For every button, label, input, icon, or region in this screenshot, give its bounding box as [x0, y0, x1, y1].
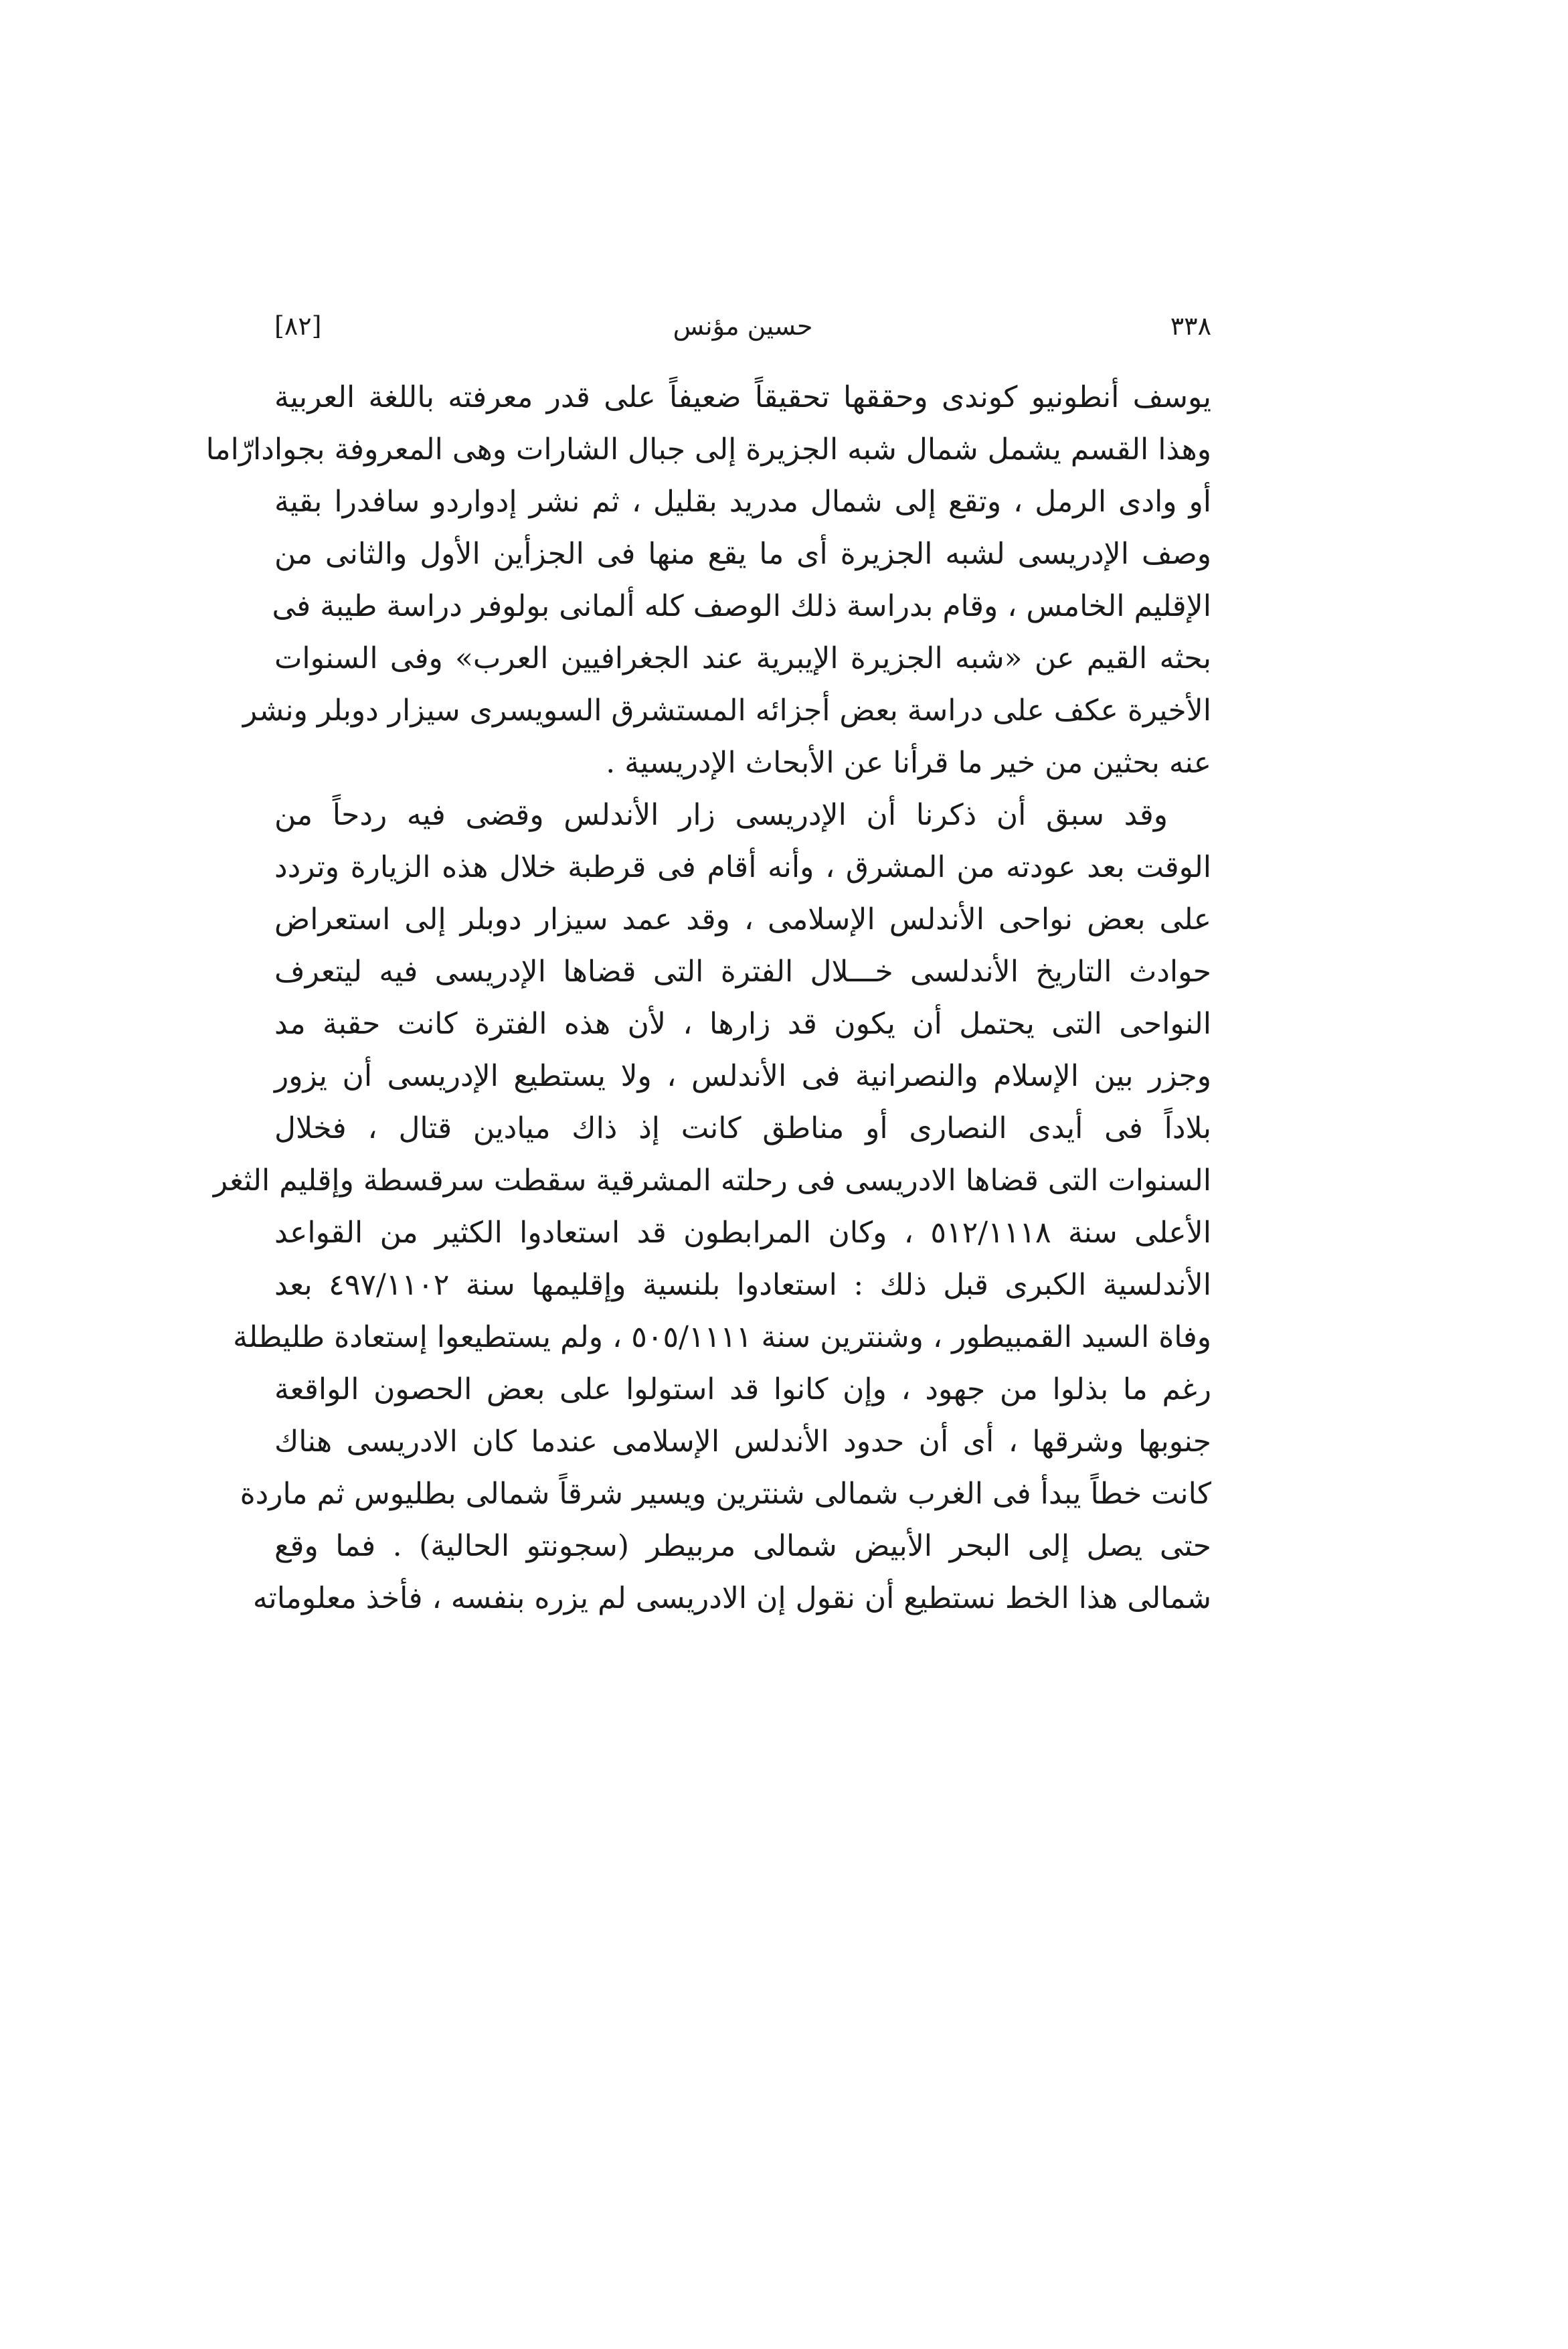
paragraph-start-line: وقد سبق أن ذكرنا أن الإدريسى زار الأندلس وقضى فيه ردحاً من: [274, 798, 1168, 832]
text-line: الأندلسية الكبرى قبل ذلك : استعادوا بلنسية وإقليمها سنة ٤٩٧/١١٠٢ بعد: [274, 1268, 1211, 1302]
page-number: ٣٣٨: [1170, 311, 1211, 341]
running-header: [274, 303, 1211, 349]
text-line: أو وادى الرمل ، وتقع إلى شمال مدريد بقليل ، ثم نشر إدواردو سافدرا بقية: [274, 485, 1211, 519]
text-line: وهذا القسم يشمل شمال شبه الجزيرة إلى جبال الشارات وهى المعروفة بجوادارّاما: [205, 432, 1211, 467]
text-line: السنوات التى قضاها الادريسى فى رحلته المشرقية سقطت سرقسطة وإقليم الثغر: [213, 1163, 1211, 1198]
text-line: وفاة السيد القمبيطور ، وشنترين سنة ٥٠٥/١١١١ ، ولم يستطيعوا إستعادة طليطلة: [233, 1320, 1211, 1354]
text-line: حوادث التاريخ الأندلسى خـــلال الفترة التى قضاها الإدريسى فيه ليتعرف: [274, 955, 1211, 989]
paragraph-end-line: عنه بحثين من خير ما قرأنا عن الأبحاث الإدريسية .: [606, 746, 1211, 780]
running-head-author: حسين مؤنس: [673, 311, 813, 341]
text-line: بلاداً فى أيدى النصارى أو مناطق كانت إذ ذاك ميادين قتال ، فخلال: [274, 1111, 1211, 1145]
section-reference: [٨٢]: [274, 311, 322, 341]
text-line: يوسف أنطونيو كوندى وحققها تحقيقاً ضعيفاً على قدر معرفته باللغة العربية: [274, 380, 1211, 414]
text-line: بحثه القيم عن «شبه الجزيرة الإيبرية عند الجغرافيين العرب» وفى السنوات: [274, 641, 1211, 675]
text-line: النواحى التى يحتمل أن يكون قد زارها ، لأن هذه الفترة كانت حقبة مد: [274, 1007, 1211, 1041]
text-line: رغم ما بذلوا من جهود ، وإن كانوا قد استولوا على بعض الحصون الواقعة: [274, 1372, 1211, 1406]
text-line: الأخيرة عكف على دراسة بعض أجزائه المستشرق السويسرى سيزار دوبلر ونشر: [242, 694, 1211, 728]
body-text: [205, 372, 1211, 1625]
text-line: الإقليم الخامس ، وقام بدراسة ذلك الوصف كله ألمانى بولوفر دراسة طيبة فى: [272, 589, 1211, 623]
text-line: شمالى هذا الخط نستطيع أن نقول إن الادريسى لم يزره بنفسه ، فأخذ معلوماته: [252, 1581, 1211, 1615]
text-line: وجزر بين الإسلام والنصرانية فى الأندلس ، ولا يستطيع الإدريسى أن يزور: [274, 1059, 1211, 1093]
text-line: كانت خطاً يبدأ فى الغرب شمالى شنترين ويسير شرقاً شمالى بطليوس ثم ماردة: [240, 1477, 1211, 1511]
text-line: وصف الإدريسى لشبه الجزيرة أى ما يقع منها فى الجزأين الأول والثانى من: [274, 537, 1211, 571]
text-line: جنوبها وشرقها ، أى أن حدود الأندلس الإسلامى عندما كان الادريسى هناك: [274, 1425, 1211, 1459]
text-line: الوقت بعد عودته من المشرق ، وأنه أقام فى قرطبة خلال هذه الزيارة وتردد: [274, 850, 1211, 884]
text-line: حتى يصل إلى البحر الأبيض شمالى مربيطر (سجونتو الحالية) . فما وقع: [274, 1529, 1211, 1563]
text-line: الأعلى سنة ٥١٢/١١١٨ ، وكان المرابطون قد استعادوا الكثير من القواعد: [274, 1216, 1211, 1250]
text-line: على بعض نواحى الأندلس الإسلامى ، وقد عمد سيزار دوبلر إلى استعراض: [274, 902, 1211, 937]
